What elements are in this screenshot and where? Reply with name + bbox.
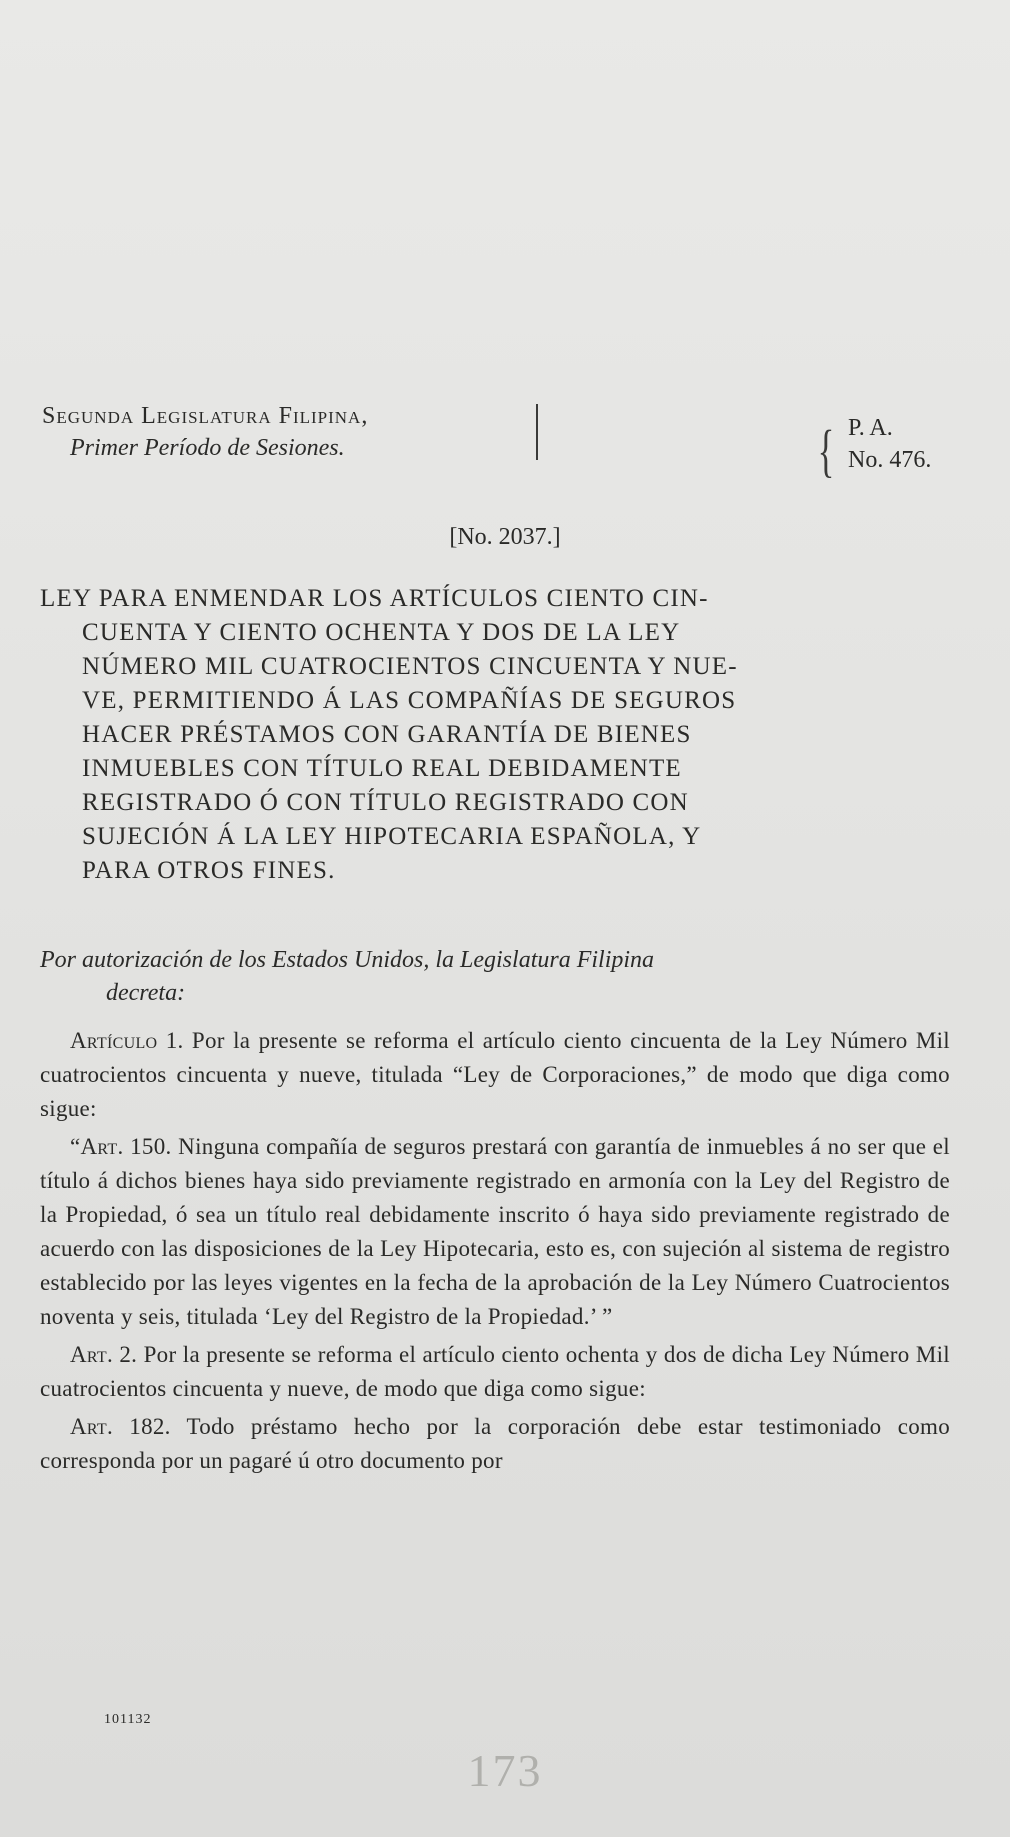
legislature-name: Segunda Legislatura Filipina, (42, 403, 369, 429)
title-line: REGISTRADO Ó CON TÍTULO REGISTRADO CON (82, 789, 689, 816)
article-paragraph (40, 1338, 950, 1406)
article-paragraph (40, 1130, 950, 1334)
article-text: Ninguna compañía de seguros prestará con garantía de inmuebles á no ser que el título á dichos bienes haya sido previamente registrado en armonía con la Ley del Registro de la Propiedad, ó sea un título real debidamente inscrito ó haya sido previamente registrado de acuerdo con las disposiciones de la Ley Hipotecaria, esto es, con sujeción al sistema de registro establecido por las leyes vigentes en la fecha de la aprobación de la Ley Número Cuatrocientos noventa y seis, titulada ‘Ley del Registro de la Propiedad.’ ” (40, 1134, 950, 1329)
act-title (40, 582, 950, 888)
legislature-header (40, 400, 540, 464)
article-paragraph (40, 1024, 950, 1126)
enacting-clause-line: Por autorización de los Estados Unidos, la Legislatura Filipina (40, 947, 655, 973)
article-heading: Artículo 1. (70, 1028, 184, 1053)
bill-brace: { (817, 418, 835, 483)
title-line: VE, PERMITIENDO Á LAS COMPAÑÍAS DE SEGUROS (82, 687, 737, 714)
bill-reference (848, 412, 931, 476)
session-name: Primer Período de Sesiones. (70, 435, 345, 461)
article-heading: “Art. 150. (70, 1134, 172, 1159)
title-line: HACER PRÉSTAMOS CON GARANTÍA DE BIENES (82, 721, 692, 748)
article-heading: Art. 2. (70, 1342, 138, 1367)
act-number: [No. 2037.] (449, 524, 561, 550)
title-line: CUENTA Y CIENTO OCHENTA Y DOS DE LA LEY (82, 619, 681, 646)
article-text: Todo préstamo hecho por la corporación debe estar testimoniado como corresponda por un pagaré ú otro documento por (40, 1414, 951, 1473)
enacting-clause (40, 944, 950, 1010)
act-body (40, 1024, 950, 1482)
title-line: SUJECIÓN Á LA LEY HIPOTECARIA ESPAÑOLA, Y (82, 823, 702, 850)
page-number: 173 (467, 1745, 543, 1796)
title-line: NÚMERO MIL CUATROCIENTOS CINCUENTA Y NUE- (82, 653, 738, 680)
enacting-clause-line: decreta: (106, 980, 186, 1006)
title-line: PARA OTROS FINES. (82, 857, 336, 884)
bill-reference-number: No. 476. (848, 447, 932, 473)
article-heading: Art. 182. (70, 1414, 171, 1439)
article-text: Por la presente se reforma el artículo ciento cincuenta de la Ley Número Mil cuatrocientos cincuenta y nueve, titulada “Ley de Corporaciones,” de modo que diga como sigue: (40, 1028, 950, 1121)
printer-signature: 101132 (104, 1712, 152, 1727)
title-line: INMUEBLES CON TÍTULO REAL DEBIDAMENTE (82, 755, 682, 782)
article-paragraph (40, 1410, 950, 1478)
article-text: Por la presente se reforma el artículo ciento ochenta y dos de dicha Ley Número Mil cuatrocientos cincuenta y nueve, de modo que diga como sigue: (40, 1342, 950, 1401)
title-line: LEY PARA ENMENDAR LOS ARTÍCULOS CIENTO CIN- (40, 585, 709, 612)
bill-reference-code: P. A. (848, 415, 893, 441)
header-bracket (528, 404, 538, 460)
